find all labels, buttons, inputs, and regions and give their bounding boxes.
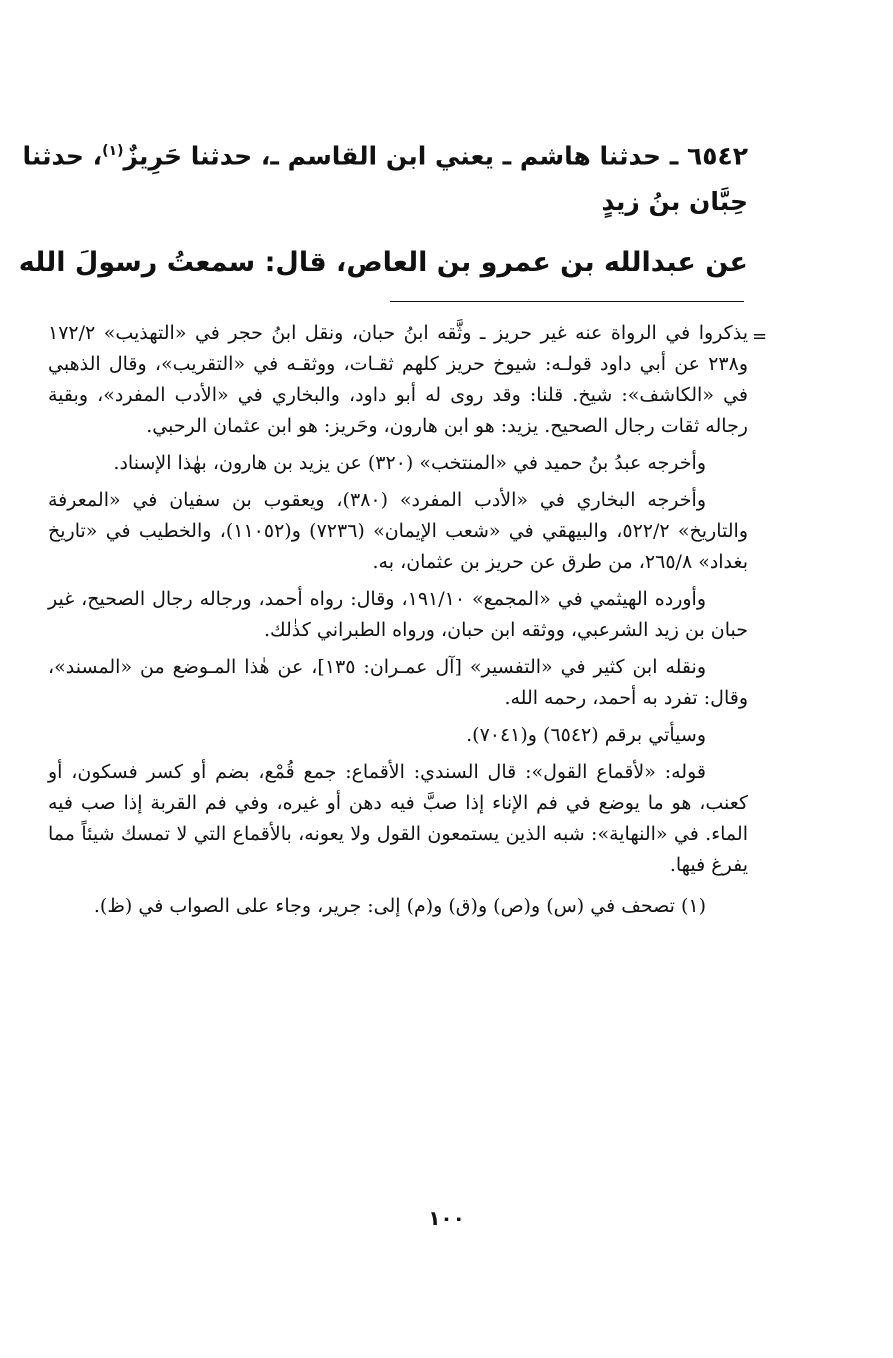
footnote-paragraph-2: وأخرجه عبدُ بنُ حميد في «المنتخب» (٣٢٠) عن يزيد بن هارون، بهٰذا الإسناد.	[113, 452, 706, 474]
footnote-marker: (١)	[102, 143, 124, 159]
matn-line: عن عبدالله بن عمرو بن العاص، قال: سمعتُ رسولَ الله	[18, 247, 748, 279]
isnad-line-1-text: ٦٥٤٢ ـ حدثنا هاشم ـ يعني ابن القاسم ـ، حدثنا حَرِيزٌ	[123, 141, 748, 171]
footnote-paragraph-5: ونقله ابن كثير في «التفسير» [آل عمـران: ١٣٥]، عن هٰذا المـوضع من «المسند»، وقال: تفرد به أحمد، رحمه الله.	[48, 656, 748, 709]
footnote-paragraph-7: قوله: «لأقماع القول»: قال السندي: الأقماع: جمع قُمْع، بضم أو كسر فسكون، أو كعنب، هو ما يوضع في فم الإناء إذا صبَّ فيه دهن أو غيره، وفي فم القربة إذا صب فيه الماء. في «النهاية»: شبه الذين يستمعون القول ولا يعونه، بالأقماع التي لا تمسك شيئاً مما يفرغ فيها.	[48, 761, 748, 876]
footnotes	[48, 318, 748, 928]
footnote-paragraph-6: وسيأتي برقم (٦٥٤٢) و(٧٠٤١).	[466, 724, 706, 746]
footnote-paragraph-3: وأخرجه البخاري في «الأدب المفرد» (٣٨٠)، ويعقوب بن سفيان في «المعرفة والتاريخ» ٥٢٢/٢، والبيهقي في «شعب الإيمان» (٧٢٣٦) و(١١٠٥٢)، والخطيب في «تاريخ بغداد» ٢٦٥/٨، من طرق عن حريز بن عثمان، به.	[48, 489, 748, 573]
continuation-mark: =	[752, 326, 768, 347]
footnote-paragraph-4: وأورده الهيثمي في «المجمع» ١٩١/١٠، وقال: رواه أحمد، ورجاله رجال الصحيح، غير حبان بن زيد الشرعبي، ووثقه ابن حبان، ورواه الطبراني كذٰلك.	[48, 588, 748, 641]
isnad-line-1-tail: ، حدثنا	[22, 141, 103, 171]
page-number: ١٠٠	[428, 1206, 465, 1230]
hadith-block	[18, 128, 748, 287]
footnote-paragraph-1: يذكروا في الرواة عنه غير حريز ـ وثَّقه ابنُ حبان، ونقل ابنُ حجر في «التهذيب» ١٧٢/٢ و٢٣٨ عن أبي داود قولـه: شيوخ حريز كلهم ثقـات، ووثقـه في «التقريب»، وقال الذهبي في «الكاشف»: شيخ. قلنا: وقد روى له أبو داود، والبخاري في «الأدب المفرد»، وبقية رجاله ثقات رجال الصحيح. يزيد: هو ابن هارون، وحَريز: هو ابن عثمان الرحبي.	[48, 322, 748, 437]
footnote-1: (١) تصحف في (س) و(ص) و(ق) و(م) إلى: جرير، وجاء على الصواب في (ظ).	[93, 895, 706, 917]
footnote-separator	[390, 301, 744, 302]
isnad-line-1	[22, 128, 748, 179]
isnad-line-2: حِبَّان بنُ زيدٍ	[601, 187, 748, 217]
